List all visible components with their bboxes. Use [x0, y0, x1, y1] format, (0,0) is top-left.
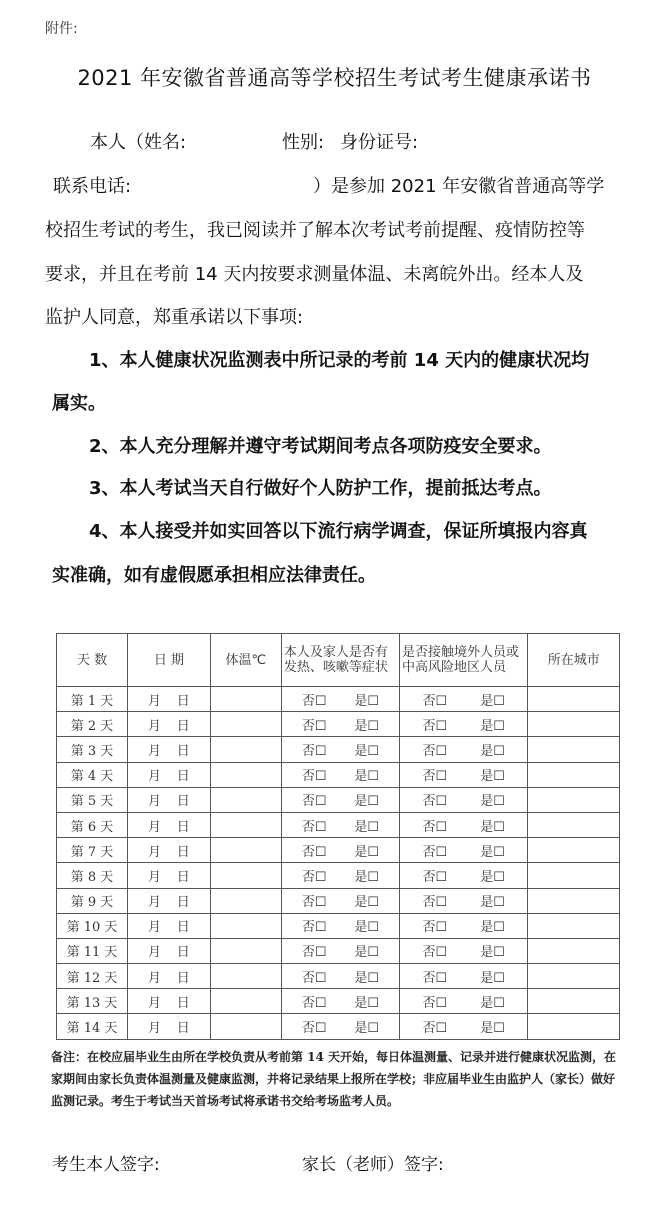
- header-city: 所在城市: [528, 634, 620, 687]
- contact-yes-checkbox[interactable]: 是☐: [480, 693, 505, 709]
- temperature-cell[interactable]: [210, 762, 281, 787]
- contact-yes-checkbox[interactable]: 是☐: [480, 769, 505, 785]
- day-cell: 第 12 天: [57, 964, 128, 989]
- contact-no-checkbox[interactable]: 否☐: [422, 743, 448, 759]
- date-cell[interactable]: [128, 989, 211, 1014]
- month-label: 月: [147, 945, 161, 961]
- contact-no-checkbox[interactable]: 否☐: [422, 794, 448, 810]
- contact-cell: [400, 787, 528, 812]
- table-row: [57, 838, 620, 863]
- symptom-yes-checkbox[interactable]: 是☐: [354, 1021, 380, 1037]
- contact-no-checkbox[interactable]: 否☐: [422, 718, 448, 734]
- student-signature-label: 考生本人签字:: [52, 1155, 160, 1175]
- table-row: [57, 712, 620, 737]
- temperature-cell[interactable]: [210, 712, 281, 737]
- day-label: 日: [176, 819, 190, 835]
- day-label: 日: [176, 1021, 190, 1037]
- city-cell[interactable]: [528, 712, 620, 737]
- city-cell[interactable]: [528, 787, 620, 812]
- city-cell[interactable]: [528, 964, 620, 989]
- month-label: 月: [147, 920, 161, 936]
- symptom-cell: [281, 888, 399, 913]
- month-label: 月: [147, 970, 161, 986]
- temperature-cell[interactable]: [210, 888, 281, 913]
- symptom-cell: [281, 938, 399, 963]
- city-cell[interactable]: [528, 762, 620, 787]
- header-date: 日 期: [128, 634, 211, 687]
- symptom-yes-checkbox[interactable]: 是☐: [354, 844, 380, 860]
- contact-no-checkbox[interactable]: 否☐: [422, 995, 448, 1011]
- symptom-no-checkbox[interactable]: 否☐: [301, 995, 327, 1011]
- table-row: [57, 687, 620, 712]
- symptom-cell: [281, 863, 399, 888]
- contact-yes-checkbox[interactable]: 是☐: [480, 945, 505, 961]
- city-cell[interactable]: [528, 737, 620, 762]
- month-label: 月: [147, 869, 161, 885]
- symptom-yes-checkbox[interactable]: 是☐: [354, 769, 380, 785]
- symptom-cell: [281, 913, 399, 938]
- header-temperature: 体温℃: [210, 634, 281, 687]
- contact-no-checkbox[interactable]: 否☐: [422, 693, 448, 709]
- day-label: 日: [176, 945, 190, 961]
- month-label: 月: [147, 819, 161, 835]
- date-cell[interactable]: [128, 863, 211, 888]
- contact-cell: [400, 863, 528, 888]
- promise-4b: 实准确，如有虚假愿承担相应法律责任。: [52, 565, 376, 586]
- contact-no-checkbox[interactable]: 否☐: [422, 945, 448, 961]
- date-cell[interactable]: [128, 787, 211, 812]
- symptom-yes-checkbox[interactable]: 是☐: [354, 693, 380, 709]
- temperature-cell[interactable]: [210, 913, 281, 938]
- header-symptoms: 本人及家人是否有发热、咳嗽等症状: [281, 634, 399, 687]
- contact-cell: [400, 938, 528, 963]
- day-cell: 第 8 天: [57, 863, 128, 888]
- symptom-cell: [281, 812, 399, 837]
- symptom-no-checkbox[interactable]: 否☐: [301, 920, 327, 936]
- promise-2: 2、本人充分理解并遵守考试期间考点各项防疫安全要求。: [89, 436, 552, 457]
- contact-no-checkbox[interactable]: 否☐: [422, 895, 448, 911]
- date-cell[interactable]: [128, 938, 211, 963]
- contact-no-checkbox[interactable]: 否☐: [422, 970, 448, 986]
- promise-1a: 1、本人健康状况监测表中所记录的考前 14 天内的健康状况均: [89, 350, 590, 371]
- symptom-no-checkbox[interactable]: 否☐: [301, 869, 327, 885]
- table-row: [57, 913, 620, 938]
- intro-line4: 要求，并且在考前 14 天内按要求测量体温、未离皖外出。经本人及: [45, 264, 584, 285]
- temperature-cell[interactable]: [210, 787, 281, 812]
- day-label: 日: [176, 920, 190, 936]
- contact-cell: [400, 1014, 528, 1039]
- contact-no-checkbox[interactable]: 否☐: [422, 844, 448, 860]
- day-cell: 第 7 天: [57, 838, 128, 863]
- day-cell: 第 3 天: [57, 737, 128, 762]
- day-label: 日: [176, 743, 190, 759]
- contact-yes-checkbox[interactable]: 是☐: [480, 743, 505, 759]
- city-cell[interactable]: [528, 938, 620, 963]
- promise-3: 3、本人考试当天自行做好个人防护工作，提前抵达考点。: [89, 478, 552, 499]
- contact-yes-checkbox[interactable]: 是☐: [480, 895, 505, 911]
- city-cell[interactable]: [528, 838, 620, 863]
- contact-cell: [400, 687, 528, 712]
- symptom-yes-checkbox[interactable]: 是☐: [354, 945, 380, 961]
- day-cell: 第 10 天: [57, 913, 128, 938]
- contact-no-checkbox[interactable]: 否☐: [422, 819, 448, 835]
- contact-no-checkbox[interactable]: 否☐: [422, 920, 448, 936]
- symptom-no-checkbox[interactable]: 否☐: [301, 1021, 327, 1037]
- table-row: [57, 762, 620, 787]
- symptom-cell: [281, 989, 399, 1014]
- symptom-yes-checkbox[interactable]: 是☐: [354, 895, 380, 911]
- symptom-no-checkbox[interactable]: 否☐: [301, 769, 327, 785]
- contact-cell: [400, 838, 528, 863]
- table-row: [57, 888, 620, 913]
- table-row: [57, 737, 620, 762]
- day-cell: 第 9 天: [57, 888, 128, 913]
- symptom-cell: [281, 687, 399, 712]
- intro-name-label: 本人（姓名:: [90, 132, 187, 153]
- date-cell[interactable]: [128, 964, 211, 989]
- month-label: 月: [147, 718, 161, 734]
- day-cell: 第 5 天: [57, 787, 128, 812]
- date-cell[interactable]: [128, 762, 211, 787]
- symptom-no-checkbox[interactable]: 否☐: [301, 970, 327, 986]
- symptom-cell: [281, 712, 399, 737]
- symptom-cell: [281, 787, 399, 812]
- intro-id-label: 身份证号:: [340, 132, 419, 153]
- symptom-yes-checkbox[interactable]: 是☐: [354, 970, 380, 986]
- contact-no-checkbox[interactable]: 否☐: [422, 1021, 448, 1037]
- day-label: 日: [176, 718, 190, 734]
- temperature-cell[interactable]: [210, 687, 281, 712]
- month-label: 月: [147, 794, 161, 810]
- month-label: 月: [147, 743, 161, 759]
- month-label: 月: [147, 895, 161, 911]
- day-label: 日: [176, 995, 190, 1011]
- day-cell: 第 13 天: [57, 989, 128, 1014]
- symptom-yes-checkbox[interactable]: 是☐: [354, 743, 380, 759]
- date-cell[interactable]: [128, 913, 211, 938]
- table-row: [57, 812, 620, 837]
- month-label: 月: [147, 693, 161, 709]
- header-day: 天 数: [57, 634, 128, 687]
- city-cell[interactable]: [528, 913, 620, 938]
- date-cell[interactable]: [128, 838, 211, 863]
- temperature-cell[interactable]: [210, 938, 281, 963]
- table-row: [57, 938, 620, 963]
- date-cell[interactable]: [128, 1014, 211, 1039]
- health-monitoring-table: [56, 633, 620, 1040]
- contact-cell: [400, 888, 528, 913]
- contact-cell: [400, 762, 528, 787]
- city-cell[interactable]: [528, 863, 620, 888]
- date-cell[interactable]: [128, 812, 211, 837]
- contact-cell: [400, 737, 528, 762]
- symptom-no-checkbox[interactable]: 否☐: [301, 844, 327, 860]
- temperature-cell[interactable]: [210, 989, 281, 1014]
- symptom-no-checkbox[interactable]: 否☐: [301, 743, 327, 759]
- day-label: 日: [176, 869, 190, 885]
- table-header-row: [57, 634, 620, 687]
- symptom-cell: [281, 964, 399, 989]
- symptom-no-checkbox[interactable]: 否☐: [301, 945, 327, 961]
- day-label: 日: [176, 794, 190, 810]
- symptom-yes-checkbox[interactable]: 是☐: [354, 995, 380, 1011]
- month-label: 月: [147, 995, 161, 1011]
- attachment-label: 附件:: [45, 21, 78, 37]
- temperature-cell[interactable]: [210, 964, 281, 989]
- intro-line2: ）是参加 2021 年安徽省普通高等学: [313, 176, 605, 197]
- symptom-no-checkbox[interactable]: 否☐: [301, 718, 327, 734]
- day-label: 日: [176, 844, 190, 860]
- symptom-yes-checkbox[interactable]: 是☐: [354, 794, 380, 810]
- date-cell[interactable]: [128, 737, 211, 762]
- symptom-cell: [281, 838, 399, 863]
- date-cell[interactable]: [128, 687, 211, 712]
- city-cell[interactable]: [528, 989, 620, 1014]
- contact-yes-checkbox[interactable]: 是☐: [480, 718, 505, 734]
- month-label: 月: [147, 1021, 161, 1037]
- temperature-cell[interactable]: [210, 1014, 281, 1039]
- contact-yes-checkbox[interactable]: 是☐: [480, 970, 505, 986]
- contact-yes-checkbox[interactable]: 是☐: [480, 819, 505, 835]
- temperature-cell[interactable]: [210, 812, 281, 837]
- day-cell: 第 4 天: [57, 762, 128, 787]
- contact-cell: [400, 812, 528, 837]
- city-cell[interactable]: [528, 888, 620, 913]
- intro-line3: 校招生考试的考生，我已阅读并了解本次考试考前提醒、疫情防控等: [45, 220, 585, 241]
- date-cell[interactable]: [128, 712, 211, 737]
- day-label: 日: [176, 693, 190, 709]
- contact-no-checkbox[interactable]: 否☐: [422, 769, 448, 785]
- table-row: [57, 989, 620, 1014]
- contact-yes-checkbox[interactable]: 是☐: [480, 920, 505, 936]
- day-label: 日: [176, 970, 190, 986]
- header-contact: 是否接触境外人员或中高风险地区人员: [400, 634, 528, 687]
- table-row: [57, 1014, 620, 1039]
- day-label: 日: [176, 895, 190, 911]
- intro-gender-label: 性别:: [282, 132, 325, 153]
- day-cell: 第 14 天: [57, 1014, 128, 1039]
- city-cell[interactable]: [528, 812, 620, 837]
- contact-yes-checkbox[interactable]: 是☐: [480, 995, 505, 1011]
- symptom-cell: [281, 1014, 399, 1039]
- day-cell: 第 1 天: [57, 687, 128, 712]
- document-title: 2021 年安徽省普通高等学校招生考试考生健康承诺书: [77, 66, 592, 90]
- day-label: 日: [176, 769, 190, 785]
- contact-cell: [400, 964, 528, 989]
- month-label: 月: [147, 769, 161, 785]
- symptom-no-checkbox[interactable]: 否☐: [301, 895, 327, 911]
- contact-yes-checkbox[interactable]: 是☐: [480, 844, 505, 860]
- temperature-cell[interactable]: [210, 737, 281, 762]
- symptom-cell: [281, 762, 399, 787]
- contact-yes-checkbox[interactable]: 是☐: [480, 1021, 505, 1037]
- symptom-yes-checkbox[interactable]: 是☐: [354, 920, 380, 936]
- intro-line5: 监护人同意，郑重承诺以下事项:: [45, 307, 304, 328]
- remarks-note: 备注：在校应届毕业生由所在学校负责从考前第 14 天开始，每日体温测量、记录并进行健康状况监测，在家期间由家长负责体温测量及健康监测，并将记录结果上报所在学校；非应届毕业生由监护人（家长）做好监测记录。考生于考试当天首场考试将承诺书交给考场监考人员。: [51, 1050, 617, 1108]
- city-cell[interactable]: [528, 1014, 620, 1039]
- day-cell: 第 2 天: [57, 712, 128, 737]
- symptom-no-checkbox[interactable]: 否☐: [301, 819, 327, 835]
- contact-cell: [400, 712, 528, 737]
- intro-phone-label: 联系电话:: [53, 176, 132, 197]
- table-body: [57, 687, 620, 1040]
- promise-4a: 4、本人接受并如实回答以下流行病学调查，保证所填报内容真: [89, 521, 588, 542]
- table-row: [57, 863, 620, 888]
- symptom-yes-checkbox[interactable]: 是☐: [354, 869, 380, 885]
- contact-cell: [400, 989, 528, 1014]
- parent-signature-label: 家长（老师）签字:: [302, 1155, 444, 1175]
- symptom-yes-checkbox[interactable]: 是☐: [354, 718, 380, 734]
- temperature-cell[interactable]: [210, 838, 281, 863]
- contact-cell: [400, 913, 528, 938]
- day-cell: 第 6 天: [57, 812, 128, 837]
- promise-1b: 属实。: [52, 393, 106, 414]
- symptom-cell: [281, 737, 399, 762]
- symptom-no-checkbox[interactable]: 否☐: [301, 693, 327, 709]
- day-cell: 第 11 天: [57, 938, 128, 963]
- symptom-no-checkbox[interactable]: 否☐: [301, 794, 327, 810]
- contact-yes-checkbox[interactable]: 是☐: [480, 869, 505, 885]
- contact-no-checkbox[interactable]: 否☐: [422, 869, 448, 885]
- table-row: [57, 964, 620, 989]
- symptom-yes-checkbox[interactable]: 是☐: [354, 819, 380, 835]
- city-cell[interactable]: [528, 687, 620, 712]
- contact-yes-checkbox[interactable]: 是☐: [480, 794, 505, 810]
- date-cell[interactable]: [128, 888, 211, 913]
- table-row: [57, 787, 620, 812]
- temperature-cell[interactable]: [210, 863, 281, 888]
- month-label: 月: [147, 844, 161, 860]
